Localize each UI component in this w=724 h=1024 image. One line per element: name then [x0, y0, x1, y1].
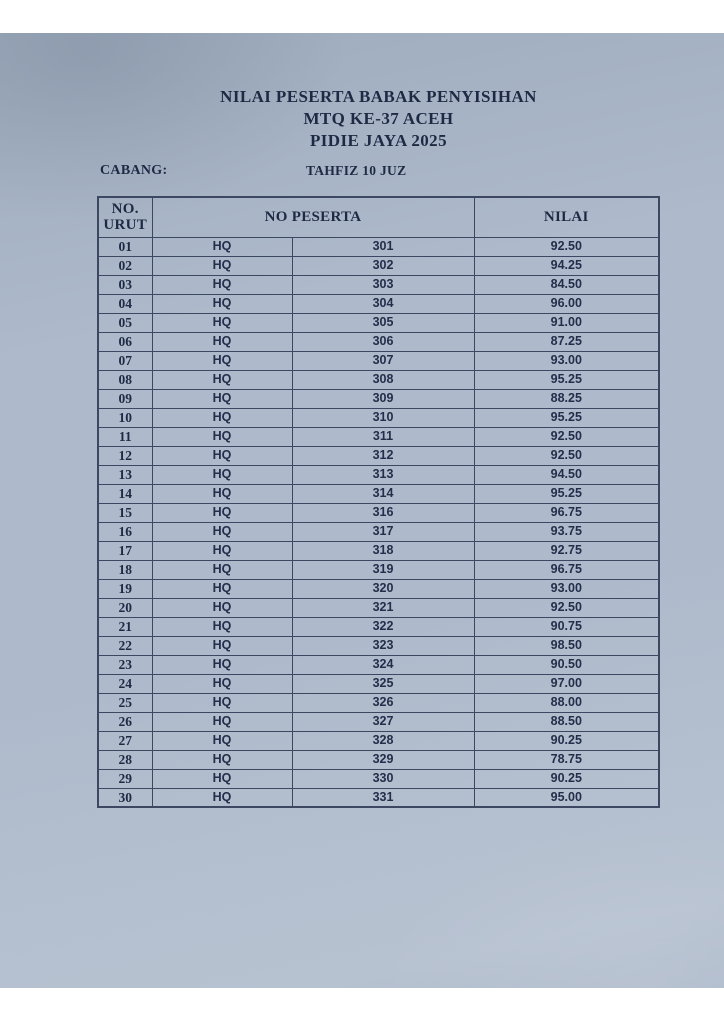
cell-peserta-prefix: HQ [152, 636, 292, 655]
cell-peserta-prefix: HQ [152, 503, 292, 522]
table-row [98, 237, 659, 256]
table-row [98, 332, 659, 351]
cell-peserta-number: 316 [292, 503, 474, 522]
cell-peserta-prefix: HQ [152, 484, 292, 503]
cell-peserta-prefix: HQ [152, 275, 292, 294]
cell-peserta-number: 322 [292, 617, 474, 636]
cell-nilai: 94.50 [474, 465, 659, 484]
cell-peserta-prefix: HQ [152, 408, 292, 427]
cell-nilai: 92.50 [474, 427, 659, 446]
cell-no-urut: 01 [98, 237, 152, 256]
cell-nilai: 96.75 [474, 560, 659, 579]
score-table [97, 196, 660, 808]
cell-peserta-prefix: HQ [152, 427, 292, 446]
cell-nilai: 93.00 [474, 579, 659, 598]
table-row [98, 427, 659, 446]
table-row [98, 579, 659, 598]
table-row [98, 655, 659, 674]
cell-peserta-number: 323 [292, 636, 474, 655]
cell-nilai: 88.50 [474, 712, 659, 731]
cell-peserta-prefix: HQ [152, 693, 292, 712]
cell-peserta-prefix: HQ [152, 541, 292, 560]
table-row [98, 617, 659, 636]
cell-peserta-number: 313 [292, 465, 474, 484]
table-row [98, 560, 659, 579]
cell-peserta-prefix: HQ [152, 598, 292, 617]
cell-nilai: 92.50 [474, 446, 659, 465]
cell-no-urut: 20 [98, 598, 152, 617]
header-no-urut [98, 197, 152, 237]
cell-no-urut: 25 [98, 693, 152, 712]
cell-peserta-number: 302 [292, 256, 474, 275]
cell-nilai: 95.00 [474, 788, 659, 807]
cell-nilai: 97.00 [474, 674, 659, 693]
table-row [98, 370, 659, 389]
table-header-row [98, 197, 659, 237]
cell-peserta-prefix: HQ [152, 788, 292, 807]
table-row [98, 313, 659, 332]
cell-peserta-prefix: HQ [152, 655, 292, 674]
cell-nilai: 95.25 [474, 408, 659, 427]
cell-no-urut: 05 [98, 313, 152, 332]
cell-nilai: 87.25 [474, 332, 659, 351]
cell-nilai: 88.00 [474, 693, 659, 712]
table-row [98, 408, 659, 427]
cell-no-urut: 30 [98, 788, 152, 807]
table-row [98, 446, 659, 465]
cell-peserta-number: 327 [292, 712, 474, 731]
table-row [98, 351, 659, 370]
cell-no-urut: 15 [98, 503, 152, 522]
cabang-value: TAHFIZ 10 JUZ [306, 163, 407, 178]
cell-no-urut: 21 [98, 617, 152, 636]
table-row [98, 674, 659, 693]
cell-no-urut: 03 [98, 275, 152, 294]
table-row [98, 294, 659, 313]
header-no-urut-line2: URUT [103, 217, 148, 234]
cell-peserta-number: 301 [292, 237, 474, 256]
header-no-peserta: NO PESERTA [152, 197, 474, 237]
table-row [98, 484, 659, 503]
cell-peserta-number: 320 [292, 579, 474, 598]
cell-no-urut: 07 [98, 351, 152, 370]
cell-peserta-number: 303 [292, 275, 474, 294]
cell-peserta-prefix: HQ [152, 446, 292, 465]
title-line-1: NILAI PESERTA BABAK PENYISIHAN [220, 87, 537, 106]
cell-no-urut: 26 [98, 712, 152, 731]
cell-nilai: 78.75 [474, 750, 659, 769]
cell-nilai: 95.25 [474, 370, 659, 389]
cell-nilai: 92.50 [474, 237, 659, 256]
cell-peserta-prefix: HQ [152, 769, 292, 788]
cell-peserta-number: 305 [292, 313, 474, 332]
header-nilai: NILAI [474, 197, 659, 237]
cell-peserta-number: 328 [292, 731, 474, 750]
cabang-row [100, 163, 660, 181]
cell-nilai: 92.75 [474, 541, 659, 560]
table-row [98, 769, 659, 788]
cell-nilai: 93.75 [474, 522, 659, 541]
cell-peserta-prefix: HQ [152, 465, 292, 484]
cell-peserta-prefix: HQ [152, 332, 292, 351]
cell-peserta-prefix: HQ [152, 579, 292, 598]
cell-peserta-number: 304 [292, 294, 474, 313]
cell-peserta-number: 329 [292, 750, 474, 769]
cell-peserta-number: 330 [292, 769, 474, 788]
cell-no-urut: 02 [98, 256, 152, 275]
score-table-body [98, 237, 659, 807]
cell-peserta-prefix: HQ [152, 712, 292, 731]
cell-nilai: 90.25 [474, 769, 659, 788]
cell-nilai: 90.75 [474, 617, 659, 636]
cell-no-urut: 06 [98, 332, 152, 351]
header-no-urut-line1: NO. [111, 201, 139, 218]
cell-peserta-number: 319 [292, 560, 474, 579]
title-line-2: MTQ KE-37 ACEH [303, 109, 454, 128]
cell-peserta-number: 312 [292, 446, 474, 465]
cell-no-urut: 19 [98, 579, 152, 598]
cell-peserta-number: 331 [292, 788, 474, 807]
cell-peserta-number: 321 [292, 598, 474, 617]
cell-no-urut: 24 [98, 674, 152, 693]
cell-no-urut: 23 [98, 655, 152, 674]
table-row [98, 598, 659, 617]
title-line-3: PIDIE JAYA 2025 [309, 131, 447, 150]
cell-no-urut: 08 [98, 370, 152, 389]
cell-no-urut: 22 [98, 636, 152, 655]
cell-no-urut: 18 [98, 560, 152, 579]
cell-peserta-number: 309 [292, 389, 474, 408]
cell-peserta-prefix: HQ [152, 294, 292, 313]
cell-nilai: 92.50 [474, 598, 659, 617]
cell-peserta-prefix: HQ [152, 370, 292, 389]
cell-no-urut: 28 [98, 750, 152, 769]
cell-peserta-prefix: HQ [152, 256, 292, 275]
cell-peserta-prefix: HQ [152, 674, 292, 693]
table-row [98, 712, 659, 731]
scanned-document-photo [0, 33, 724, 988]
cell-nilai: 88.25 [474, 389, 659, 408]
cell-nilai: 90.25 [474, 731, 659, 750]
cell-no-urut: 27 [98, 731, 152, 750]
cell-no-urut: 17 [98, 541, 152, 560]
cell-peserta-prefix: HQ [152, 617, 292, 636]
document-title [97, 86, 660, 152]
cell-peserta-prefix: HQ [152, 351, 292, 370]
cell-nilai: 96.00 [474, 294, 659, 313]
table-row [98, 750, 659, 769]
table-row [98, 256, 659, 275]
cell-peserta-number: 318 [292, 541, 474, 560]
cell-peserta-number: 314 [292, 484, 474, 503]
cell-no-urut: 13 [98, 465, 152, 484]
cell-nilai: 91.00 [474, 313, 659, 332]
cell-peserta-number: 310 [292, 408, 474, 427]
table-row [98, 389, 659, 408]
cell-no-urut: 09 [98, 389, 152, 408]
cell-nilai: 94.25 [474, 256, 659, 275]
cell-peserta-number: 307 [292, 351, 474, 370]
cell-peserta-number: 306 [292, 332, 474, 351]
table-row [98, 693, 659, 712]
cell-peserta-prefix: HQ [152, 237, 292, 256]
cell-nilai: 84.50 [474, 275, 659, 294]
cell-no-urut: 14 [98, 484, 152, 503]
table-row [98, 503, 659, 522]
cabang-label: CABANG: [100, 163, 168, 178]
cell-no-urut: 10 [98, 408, 152, 427]
cell-peserta-number: 311 [292, 427, 474, 446]
cell-no-urut: 29 [98, 769, 152, 788]
cell-peserta-prefix: HQ [152, 560, 292, 579]
table-row [98, 465, 659, 484]
cell-peserta-prefix: HQ [152, 750, 292, 769]
table-row [98, 275, 659, 294]
cell-nilai: 98.50 [474, 636, 659, 655]
cell-nilai: 93.00 [474, 351, 659, 370]
cell-peserta-prefix: HQ [152, 313, 292, 332]
cell-no-urut: 16 [98, 522, 152, 541]
table-row [98, 636, 659, 655]
cell-nilai: 96.75 [474, 503, 659, 522]
cell-peserta-prefix: HQ [152, 731, 292, 750]
table-row [98, 731, 659, 750]
cell-peserta-number: 324 [292, 655, 474, 674]
cell-nilai: 90.50 [474, 655, 659, 674]
cell-peserta-prefix: HQ [152, 522, 292, 541]
cell-no-urut: 04 [98, 294, 152, 313]
table-row [98, 522, 659, 541]
cell-no-urut: 11 [98, 427, 152, 446]
cell-peserta-number: 326 [292, 693, 474, 712]
cell-peserta-prefix: HQ [152, 389, 292, 408]
table-row [98, 541, 659, 560]
cell-peserta-number: 317 [292, 522, 474, 541]
cell-peserta-number: 308 [292, 370, 474, 389]
table-row [98, 788, 659, 807]
cell-peserta-number: 325 [292, 674, 474, 693]
cell-nilai: 95.25 [474, 484, 659, 503]
cell-no-urut: 12 [98, 446, 152, 465]
